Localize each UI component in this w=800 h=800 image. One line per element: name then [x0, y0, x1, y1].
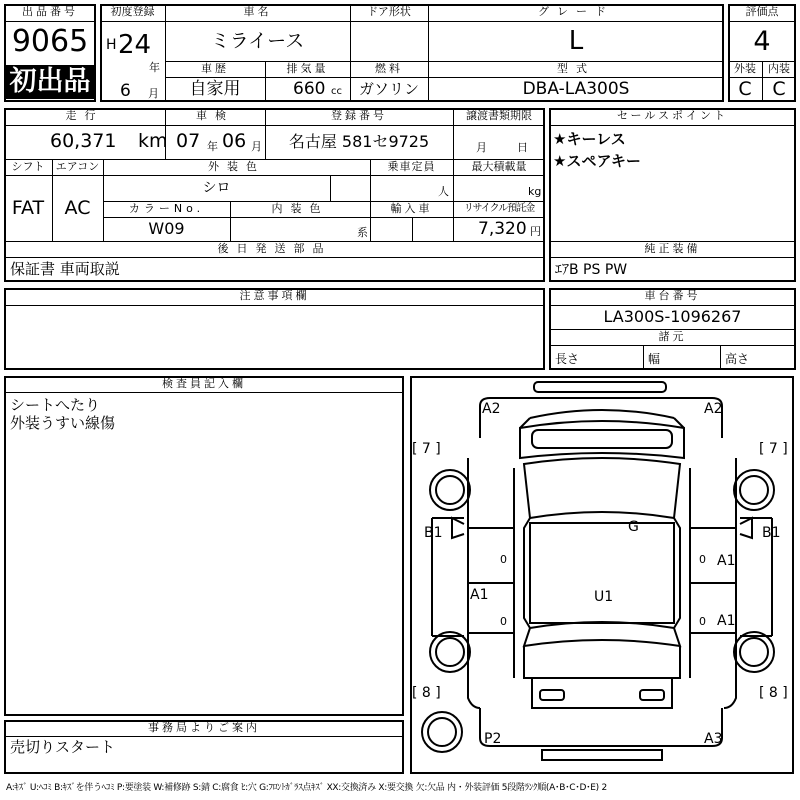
transfer-label: 譲渡書類期限: [466, 109, 532, 122]
model: DBA-LA300S: [522, 79, 630, 99]
equipment-value: ｴｱB PS PW: [555, 262, 628, 278]
divider: [549, 305, 796, 306]
inspection-year: 07: [176, 130, 201, 152]
interior-grade: C: [772, 78, 786, 100]
score-label: 評価点: [745, 5, 779, 18]
mark-right-front: B1: [762, 525, 781, 541]
mark-tire-front-left: [ 7 ]: [412, 441, 441, 457]
mark-front-left: A2: [482, 401, 501, 417]
year-unit: 年: [149, 61, 160, 74]
divider: [165, 77, 724, 78]
divider: [4, 736, 404, 737]
divider: [4, 21, 96, 22]
divider: [549, 257, 796, 258]
divider: [412, 217, 413, 241]
inspection-month-unit: 月: [251, 140, 262, 153]
car-name: ミライース: [210, 30, 305, 52]
chassis-label: 車台番号: [644, 289, 701, 302]
int-color-unit: 系: [357, 226, 368, 239]
recycle-label: リサイクル預託金: [463, 203, 535, 214]
exterior-grade: C: [738, 78, 752, 100]
equipment-label: 純正装備: [644, 242, 701, 255]
exterior-label: 外装: [734, 62, 756, 75]
lot-number-label: 出品番号: [22, 5, 78, 18]
ext-color-label: 外装色: [208, 160, 265, 173]
era: H: [106, 37, 117, 53]
mark-right-front-door: A1: [717, 553, 736, 569]
length-label: 長さ: [555, 352, 580, 366]
mark-right-rear-door: A1: [717, 613, 736, 629]
car-outline: [412, 378, 792, 772]
divider: [330, 175, 331, 201]
reg-no-label: 登録番号: [331, 109, 387, 122]
shift-label: シフト: [11, 160, 45, 173]
mark-left-door-small: 0: [500, 553, 507, 566]
inspector-label: 検査員記入欄: [162, 377, 246, 390]
door-label: ドア形状: [367, 5, 411, 18]
office-label: 事務局よりご案内: [148, 721, 260, 734]
inspection-month: 06: [222, 130, 247, 152]
transfer-day-unit: 日: [517, 141, 528, 154]
score: 4: [753, 26, 771, 57]
damage-legend: A:ｷｽﾞ U:ﾍｺﾐ B:ｷｽﾞを伴うﾍｺﾐ P:要塗装 W:補修跡 S:錆 C:腐食 ﾋ:穴 G:ﾌﾛﾝﾄｶﾞﾗｽ点ｷｽﾞ XX:交換済み X:要交換 欠:欠品 内・外装評価 5段階ﾗﾝｸ順(A･B･C･D･E) 2: [6, 783, 607, 793]
mark-left-front: B1: [424, 525, 443, 541]
first-listing-label: 初出品: [9, 66, 91, 97]
mileage: 60,371: [50, 130, 117, 152]
mileage-unit: km: [138, 130, 168, 152]
history: 自家用: [189, 79, 241, 99]
fuel: ガソリン: [358, 80, 419, 98]
displacement: 660: [293, 79, 326, 99]
mark-left-rear-door: A1: [470, 587, 489, 603]
documents-label: 後日発送部品: [217, 242, 332, 255]
fuel-label: 燃料: [375, 62, 403, 75]
mark-left-lower-small: 0: [500, 615, 507, 628]
interior-label: 内装: [768, 62, 790, 75]
chassis-number: LA300S-1096267: [603, 307, 742, 326]
grade-label: グレード: [538, 5, 614, 18]
first-reg-month: 6: [120, 81, 131, 101]
width-label: 幅: [648, 352, 661, 366]
divider: [720, 345, 721, 370]
month-unit: 月: [148, 87, 159, 100]
sales-points-label: セールスポイント: [616, 109, 728, 122]
load-unit: kg: [528, 185, 542, 198]
mark-tire-front-right: [ 7 ]: [759, 441, 788, 457]
mark-roof: G: [628, 519, 639, 535]
divider: [4, 175, 545, 176]
exterior-color: シロ: [202, 180, 231, 196]
displacement-unit: cc: [331, 86, 342, 97]
divider: [103, 217, 545, 218]
divider: [4, 125, 545, 126]
model-label: 型式: [557, 62, 595, 75]
mark-center: U1: [594, 589, 614, 605]
color-number: W09: [148, 219, 185, 238]
mark-tire-rear-left: [ 8 ]: [412, 685, 441, 701]
divider: [728, 21, 796, 22]
divider: [549, 125, 796, 126]
import-label: 輸入車: [390, 202, 433, 215]
color-no-label: カラーNo.: [128, 202, 205, 215]
load-label: 最大積載量: [471, 160, 527, 173]
office-value: 売切りスタート: [10, 738, 116, 756]
int-color-label: 内装色: [271, 202, 329, 215]
divider: [4, 305, 545, 306]
displacement-label: 排気量: [286, 62, 329, 75]
divider: [100, 21, 724, 22]
shift: FAT: [11, 197, 45, 219]
mark-right-lower-small: 0: [699, 615, 706, 628]
notes-label: 注意事項欄: [239, 289, 310, 302]
mark-rear-left: P2: [484, 731, 502, 747]
divider: [549, 345, 796, 346]
mark-tire-rear-right: [ 8 ]: [759, 685, 788, 701]
transfer-month-unit: 月: [476, 141, 487, 154]
recycle-fee: 7,320: [478, 219, 527, 239]
mark-right-door-small: 0: [699, 553, 706, 566]
divider: [643, 345, 644, 370]
inspector-note-1: シートへたり: [10, 396, 101, 414]
first-reg-year: 24: [118, 30, 152, 60]
sales-point-1: ★キーレス: [553, 130, 626, 148]
ac-label: エアコン: [55, 160, 100, 173]
capacity-label: 乗車定員: [387, 160, 436, 173]
capacity-unit: 人: [438, 185, 449, 198]
inspector-note-2: 外装うすい線傷: [10, 414, 116, 432]
mileage-label: 走行: [65, 109, 104, 122]
lot-number: 9065: [11, 24, 89, 59]
documents-value: 保証書 車両取説: [10, 260, 120, 278]
sales-point-2: ★スペアキー: [553, 152, 641, 170]
mark-rear-right: A3: [704, 731, 723, 747]
recycle-unit: 円: [530, 225, 541, 238]
car-name-label: 車名: [243, 5, 272, 18]
history-label: 車歴: [201, 62, 229, 75]
mark-front-right: A2: [704, 401, 723, 417]
inspection-year-unit: 年: [207, 140, 218, 153]
dims-label: 諸元: [658, 330, 687, 343]
inspection-label: 車検: [196, 109, 234, 122]
first-reg-label: 初度登録: [110, 5, 155, 18]
grade: L: [568, 26, 584, 56]
damage-diagram: [410, 376, 794, 774]
air-conditioner: AC: [64, 197, 91, 219]
divider: [4, 257, 545, 258]
registration-number: 名古屋 581セ9725: [288, 132, 430, 151]
height-label: 高さ: [725, 352, 750, 366]
divider: [4, 392, 404, 393]
